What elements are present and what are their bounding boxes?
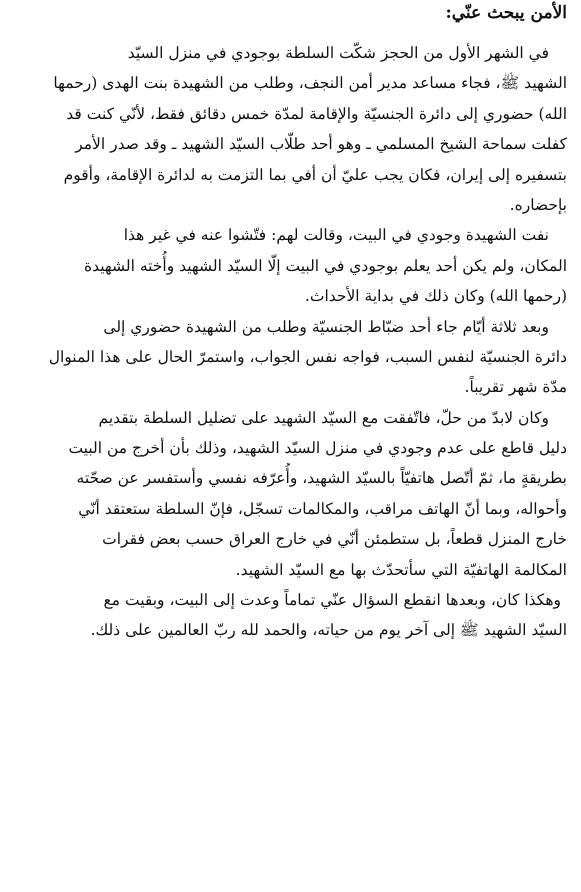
text-line: بإحضاره. — [509, 195, 567, 214]
text-line: المكالمة الهاتفيّة التي سأتحدّث بها مع السيّد الشهيد. — [235, 560, 567, 579]
paragraph-3 — [14, 312, 567, 403]
text-line: وأحواله، وبما أنّ الهاتف مراقب، والمكالمات تسجّل، فإنّ السلطة ستعتقد أنّي — [78, 499, 567, 518]
text-line: خارج المنزل قطعاً، بل ستطمئن أنّي في خارج العراق حسب بعض فقرات — [102, 530, 567, 549]
text-line: وهكذا كان، وبعدها انقطع السؤال عنّي تماماً وعدت إلى البيت، وبقيت مع — [103, 591, 561, 610]
section-heading: الأمن يبحث عنّي: — [445, 3, 567, 23]
text-line: (رحمها الله) وكان ذلك في بداية الأحداث. — [304, 287, 567, 306]
paragraph-2 — [14, 220, 567, 311]
text-line: وكان لابدّ من حلّ، فاتّفقت مع السيّد الشهيد على تضليل السلطة بتقديم — [98, 408, 549, 427]
body-text — [14, 38, 567, 646]
text-line: بتسفيره إلى إيران، فكان يجب عليّ أن أفي بما التزمت به لدائرة الإقامة، وأقوم — [63, 165, 567, 184]
text-line: دائرة الجنسيّة لنفس السبب، فواجه نفس الجواب، واستمرّ الحال على هذا المنوال — [48, 347, 567, 366]
paragraph-4 — [14, 403, 567, 585]
text-line: الشهيد ﷺ، فجاء مساعد مدير أمن النجف، وطلب من الشهيدة بنت الهدى (رحمها — [53, 74, 567, 93]
text-line: مدّة شهر تقريباً. — [464, 378, 567, 397]
text-line: السيّد الشهيد ﷺ إلى آخر يوم من حياته، والحمد لله ربّ العالمين على ذلك. — [90, 621, 567, 640]
text-line: بطريقةٍ ما، ثمّ أتّصل هاتفيّاً بالسيّد الشهيد، وأُعرّفه نفسي وأستفسر عن صحّته — [76, 469, 567, 488]
text-line: المكان، ولم يكن أحد يعلم بوجودي في البيت إلّا السيّد الشهيد وأُخته الشهيدة — [83, 256, 567, 275]
paragraph-5 — [14, 585, 567, 646]
text-line: نفت الشهيدة وجودي في البيت، وقالت لهم: فتّشوا عنه في غير هذا — [123, 226, 549, 245]
text-line: في الشهر الأول من الحجز شكّت السلطة بوجودي في منزل السيّد — [127, 44, 549, 62]
paragraph-1 — [14, 38, 567, 220]
text-line: كفلت سماحة الشيخ المسلمي ـ وهو أحد طلّاب السيّد الشهيد ـ وقد صدر الأمر — [75, 135, 567, 154]
text-line: وبعد ثلاثة أيّام جاء أحد ضبّاط الجنسيّة وطلب من الشهيدة حضوري إلى — [103, 317, 549, 336]
text-line: دليل قاطع على عدم وجودي في منزل السيّد الشهيد، وذلك بأن أخرج من البيت — [68, 439, 567, 458]
text-line: الله) حضوري إلى دائرة الجنسيّة والإقامة لمدّة خمس دقائق فقط، لأنّي كنت قد — [66, 104, 567, 123]
